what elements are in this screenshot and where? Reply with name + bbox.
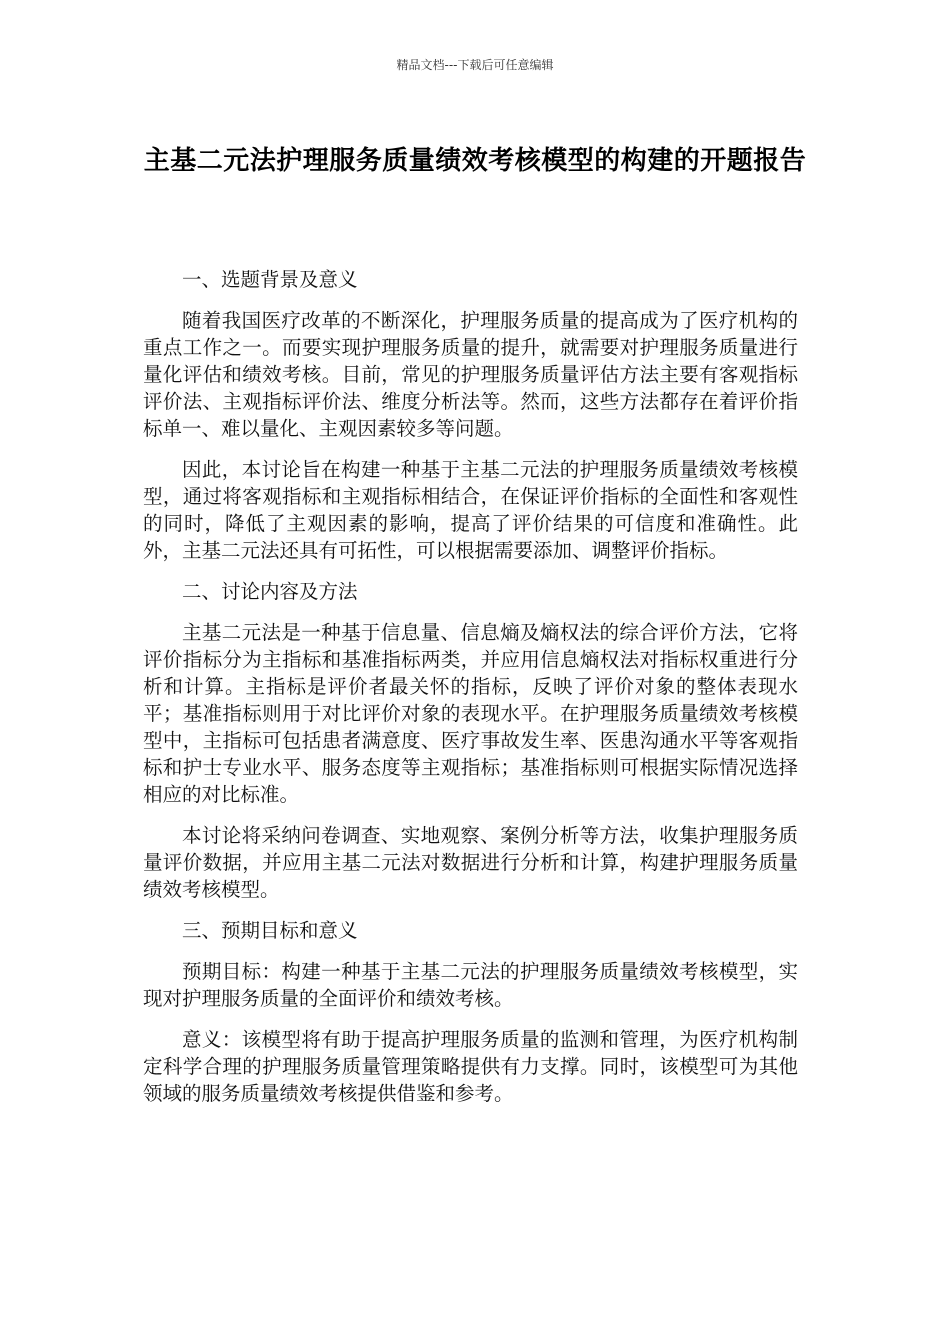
section-heading-2: 二、讨论内容及方法 bbox=[182, 580, 358, 603]
document-body bbox=[143, 266, 798, 1121]
paragraph-4: 本讨论将采纳问卷调查、实地观察、案例分析等方法，收集护理服务质量评价数据，并应用主基二元法对数据进行分析和计算，构建护理服务质量绩效考核模型。 bbox=[143, 824, 798, 901]
paragraph-3: 主基二元法是一种基于信息量、信息熵及熵权法的综合评价方法，它将评价指标分为主指标和基准指标两类，并应用信息熵权法对指标权重进行分析和计算。主指标是评价者最关怀的指标，反映了评价对象的整体表现水平；基准指标则用于对比评价对象的表现水平。在护理服务质量绩效考核模型中，主指标可包括患者满意度、医疗事故发生率、医患沟通水平等客观指标和护士专业水平、服务态度等主观指标；基准指标则可根据实际情况选择相应的对比标准。 bbox=[143, 621, 798, 806]
paragraph-5: 预期目标：构建一种基于主基二元法的护理服务质量绩效考核模型，实现对护理服务质量的全面评价和绩效考核。 bbox=[143, 960, 798, 1010]
paragraph-6: 意义：该模型将有助于提高护理服务质量的监测和管理，为医疗机构制定科学合理的护理服务质量管理策略提供有力支撑。同时，该模型可为其他领域的服务质量绩效考核提供借鉴和参考。 bbox=[143, 1028, 798, 1105]
paragraph-2: 因此，本讨论旨在构建一种基于主基二元法的护理服务质量绩效考核模型，通过将客观指标和主观指标相结合，在保证评价指标的全面性和客观性的同时，降低了主观因素的影响，提高了评价结果的可信度和准确性。此外，主基二元法还具有可拓性，可以根据需要添加、调整评价指标。 bbox=[143, 458, 798, 562]
section-heading-3: 三、预期目标和意义 bbox=[182, 919, 358, 942]
header-note: 精品文档---下载后可任意编辑 bbox=[396, 58, 554, 72]
section-heading-1: 一、选题背景及意义 bbox=[182, 268, 358, 291]
paragraph-1: 随着我国医疗改革的不断深化，护理服务质量的提高成为了医疗机构的重点工作之一。而要实现护理服务质量的提升，就需要对护理服务质量进行量化评估和绩效考核。目前，常见的护理服务质量评估方法主要有客观指标评价法、主观指标评价法、维度分析法等。然而，这些方法都存在着评价指标单一、难以量化、主观因素较多等问题。 bbox=[143, 309, 798, 440]
document-title: 主基二元法护理服务质量绩效考核模型的构建的开题报告 bbox=[143, 146, 807, 176]
